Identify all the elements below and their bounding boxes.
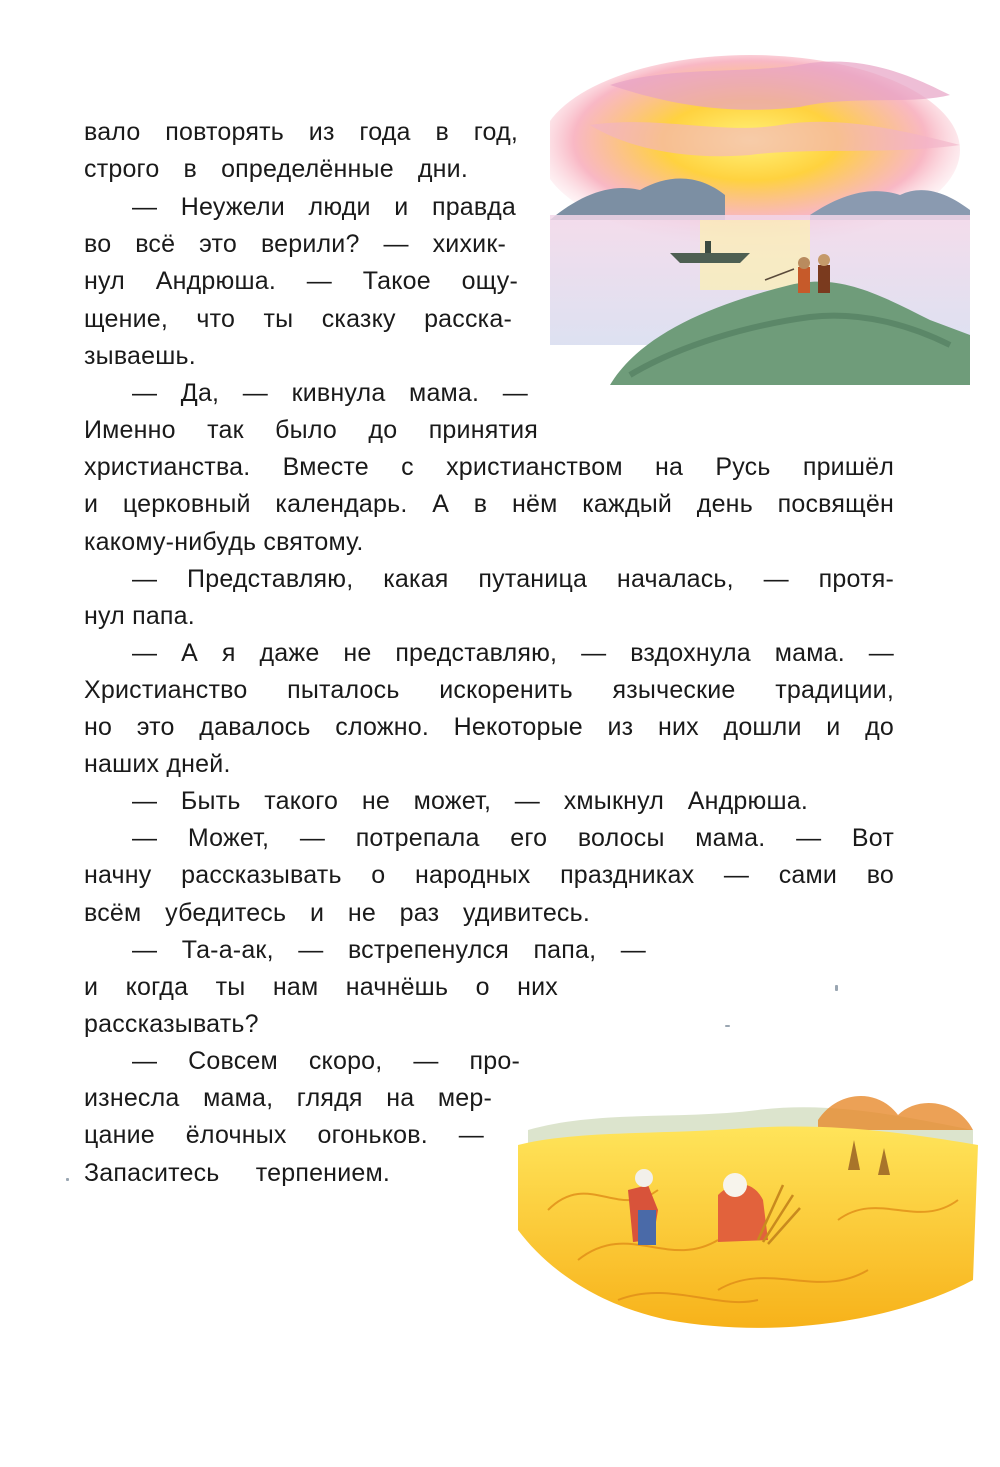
text-line: — Совсем скоро, — про-: [132, 1047, 520, 1075]
text-line: Христианство пыталось искоренить языческие традиции,: [84, 676, 894, 704]
text-line: нул папа.: [84, 602, 195, 630]
text-line: — Неужели люди и правда: [132, 193, 516, 221]
text-line: какому-нибудь святому.: [84, 528, 364, 556]
text-line: наших дней.: [84, 750, 231, 778]
text-line: Именно так было до принятия: [84, 416, 538, 444]
text-line: — Та-а-ак, — встрепенулся папа, —: [132, 936, 646, 964]
text-line: — А я даже не представляю, — вздохнула мама. —: [132, 639, 894, 667]
print-speck: [66, 1178, 69, 1181]
text-line: строго в определённые дни.: [84, 155, 468, 183]
text-line: цание ёлочных огоньков. —: [84, 1121, 484, 1149]
text-line: — Представляю, какая путаница началась, — протя-: [132, 565, 894, 593]
text-line: всём убедитесь и не раз удивитесь.: [84, 899, 590, 927]
text-line: начну рассказывать о народных праздниках — сами во: [84, 861, 894, 889]
text-line: христианства. Вместе с христианством на Русь пришёл: [84, 453, 894, 481]
text-line: но это давалось сложно. Некоторые из них дошли и до: [84, 713, 894, 741]
harvest-field-illustration: [518, 970, 978, 1340]
text-line: рассказывать?: [84, 1010, 259, 1038]
sunset-lake-illustration: [550, 55, 970, 385]
print-speck: [835, 985, 838, 991]
text-line: нул Андрюша. — Такое ощу-: [84, 267, 518, 295]
text-line: зываешь.: [84, 342, 196, 370]
text-line: — Может, — потрепала его волосы мама. — Вот: [132, 824, 894, 852]
text-line: вало повторять из года в год,: [84, 118, 518, 146]
text-line: и когда ты нам начнёшь о них: [84, 973, 558, 1001]
text-line: — Да, — кивнула мама. —: [132, 379, 528, 407]
text-line: изнесла мама, глядя на мер-: [84, 1084, 492, 1112]
text-line: во всё это верили? — хихик-: [84, 230, 506, 258]
text-line: и церковный календарь. А в нём каждый день посвящён: [84, 490, 894, 518]
text-line: — Быть такого не может, — хмыкнул Андрюша.: [132, 787, 808, 815]
text-line: щение, что ты сказку расска-: [84, 305, 512, 333]
print-speck: [725, 1025, 730, 1027]
text-line: Запаситесь терпением.: [84, 1159, 390, 1187]
